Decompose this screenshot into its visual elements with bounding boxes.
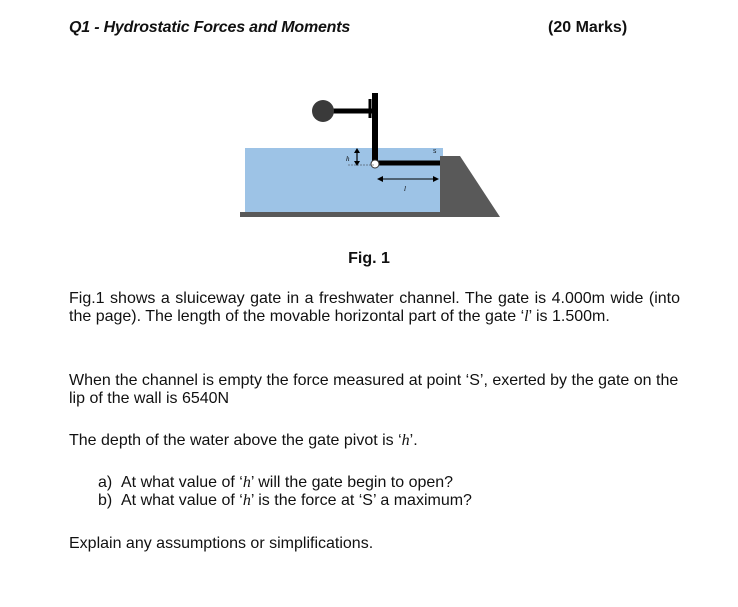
question-label: a) [98, 474, 113, 491]
p3-text-a: The depth of the water above the gate pivot is ‘ [69, 432, 402, 449]
paragraph-empty-force: When the channel is empty the force measured at point ‘S’, exerted by the gate on the lip of the wall is 6540N [69, 372, 679, 407]
paragraph-assumptions: Explain any assumptions or simplifications. [69, 535, 374, 552]
counterweight [312, 100, 334, 122]
question-text-a: At what value of ‘ [121, 492, 243, 509]
l-label: l [404, 185, 406, 193]
marks-label: (20 Marks) [548, 19, 628, 36]
question-symbol-h: h [242, 474, 251, 491]
s-label: S [433, 149, 437, 155]
question-text-b: ’ is the force at ‘S’ a maximum? [250, 492, 472, 509]
question-text [121, 492, 472, 510]
gate-pivot [371, 160, 379, 168]
question-symbol-h: h [242, 492, 251, 509]
question-text [121, 474, 453, 492]
question-list [98, 474, 472, 510]
p1-symbol-l: l [524, 308, 529, 325]
water [245, 148, 443, 214]
paragraph-depth [69, 432, 680, 450]
question-title: Q1 - Hydrostatic Forces and Moments [69, 19, 351, 36]
p1-text-b: ’ is 1.500m. [528, 308, 610, 325]
sluice-gate-figure [230, 88, 510, 223]
question-a [98, 474, 472, 492]
question-text-b: ’ will the gate begin to open? [250, 474, 454, 491]
p3-text-b: ’. [409, 432, 418, 449]
h-label: h [346, 155, 350, 163]
p3-symbol-h: h [401, 432, 410, 449]
question-b [98, 492, 472, 510]
paragraph-gate-description [69, 290, 680, 326]
channel-floor [240, 212, 448, 217]
question-text-a: At what value of ‘ [121, 474, 243, 491]
question-label: b) [98, 492, 113, 509]
p1-text-a: Fig.1 shows a sluiceway gate in a freshwater channel. The gate is 4.000m wide (into the page). The length of the movable horizontal part of the gate ‘ [69, 290, 680, 325]
channel-wall [440, 156, 500, 217]
figure-caption: Fig. 1 [348, 250, 390, 267]
